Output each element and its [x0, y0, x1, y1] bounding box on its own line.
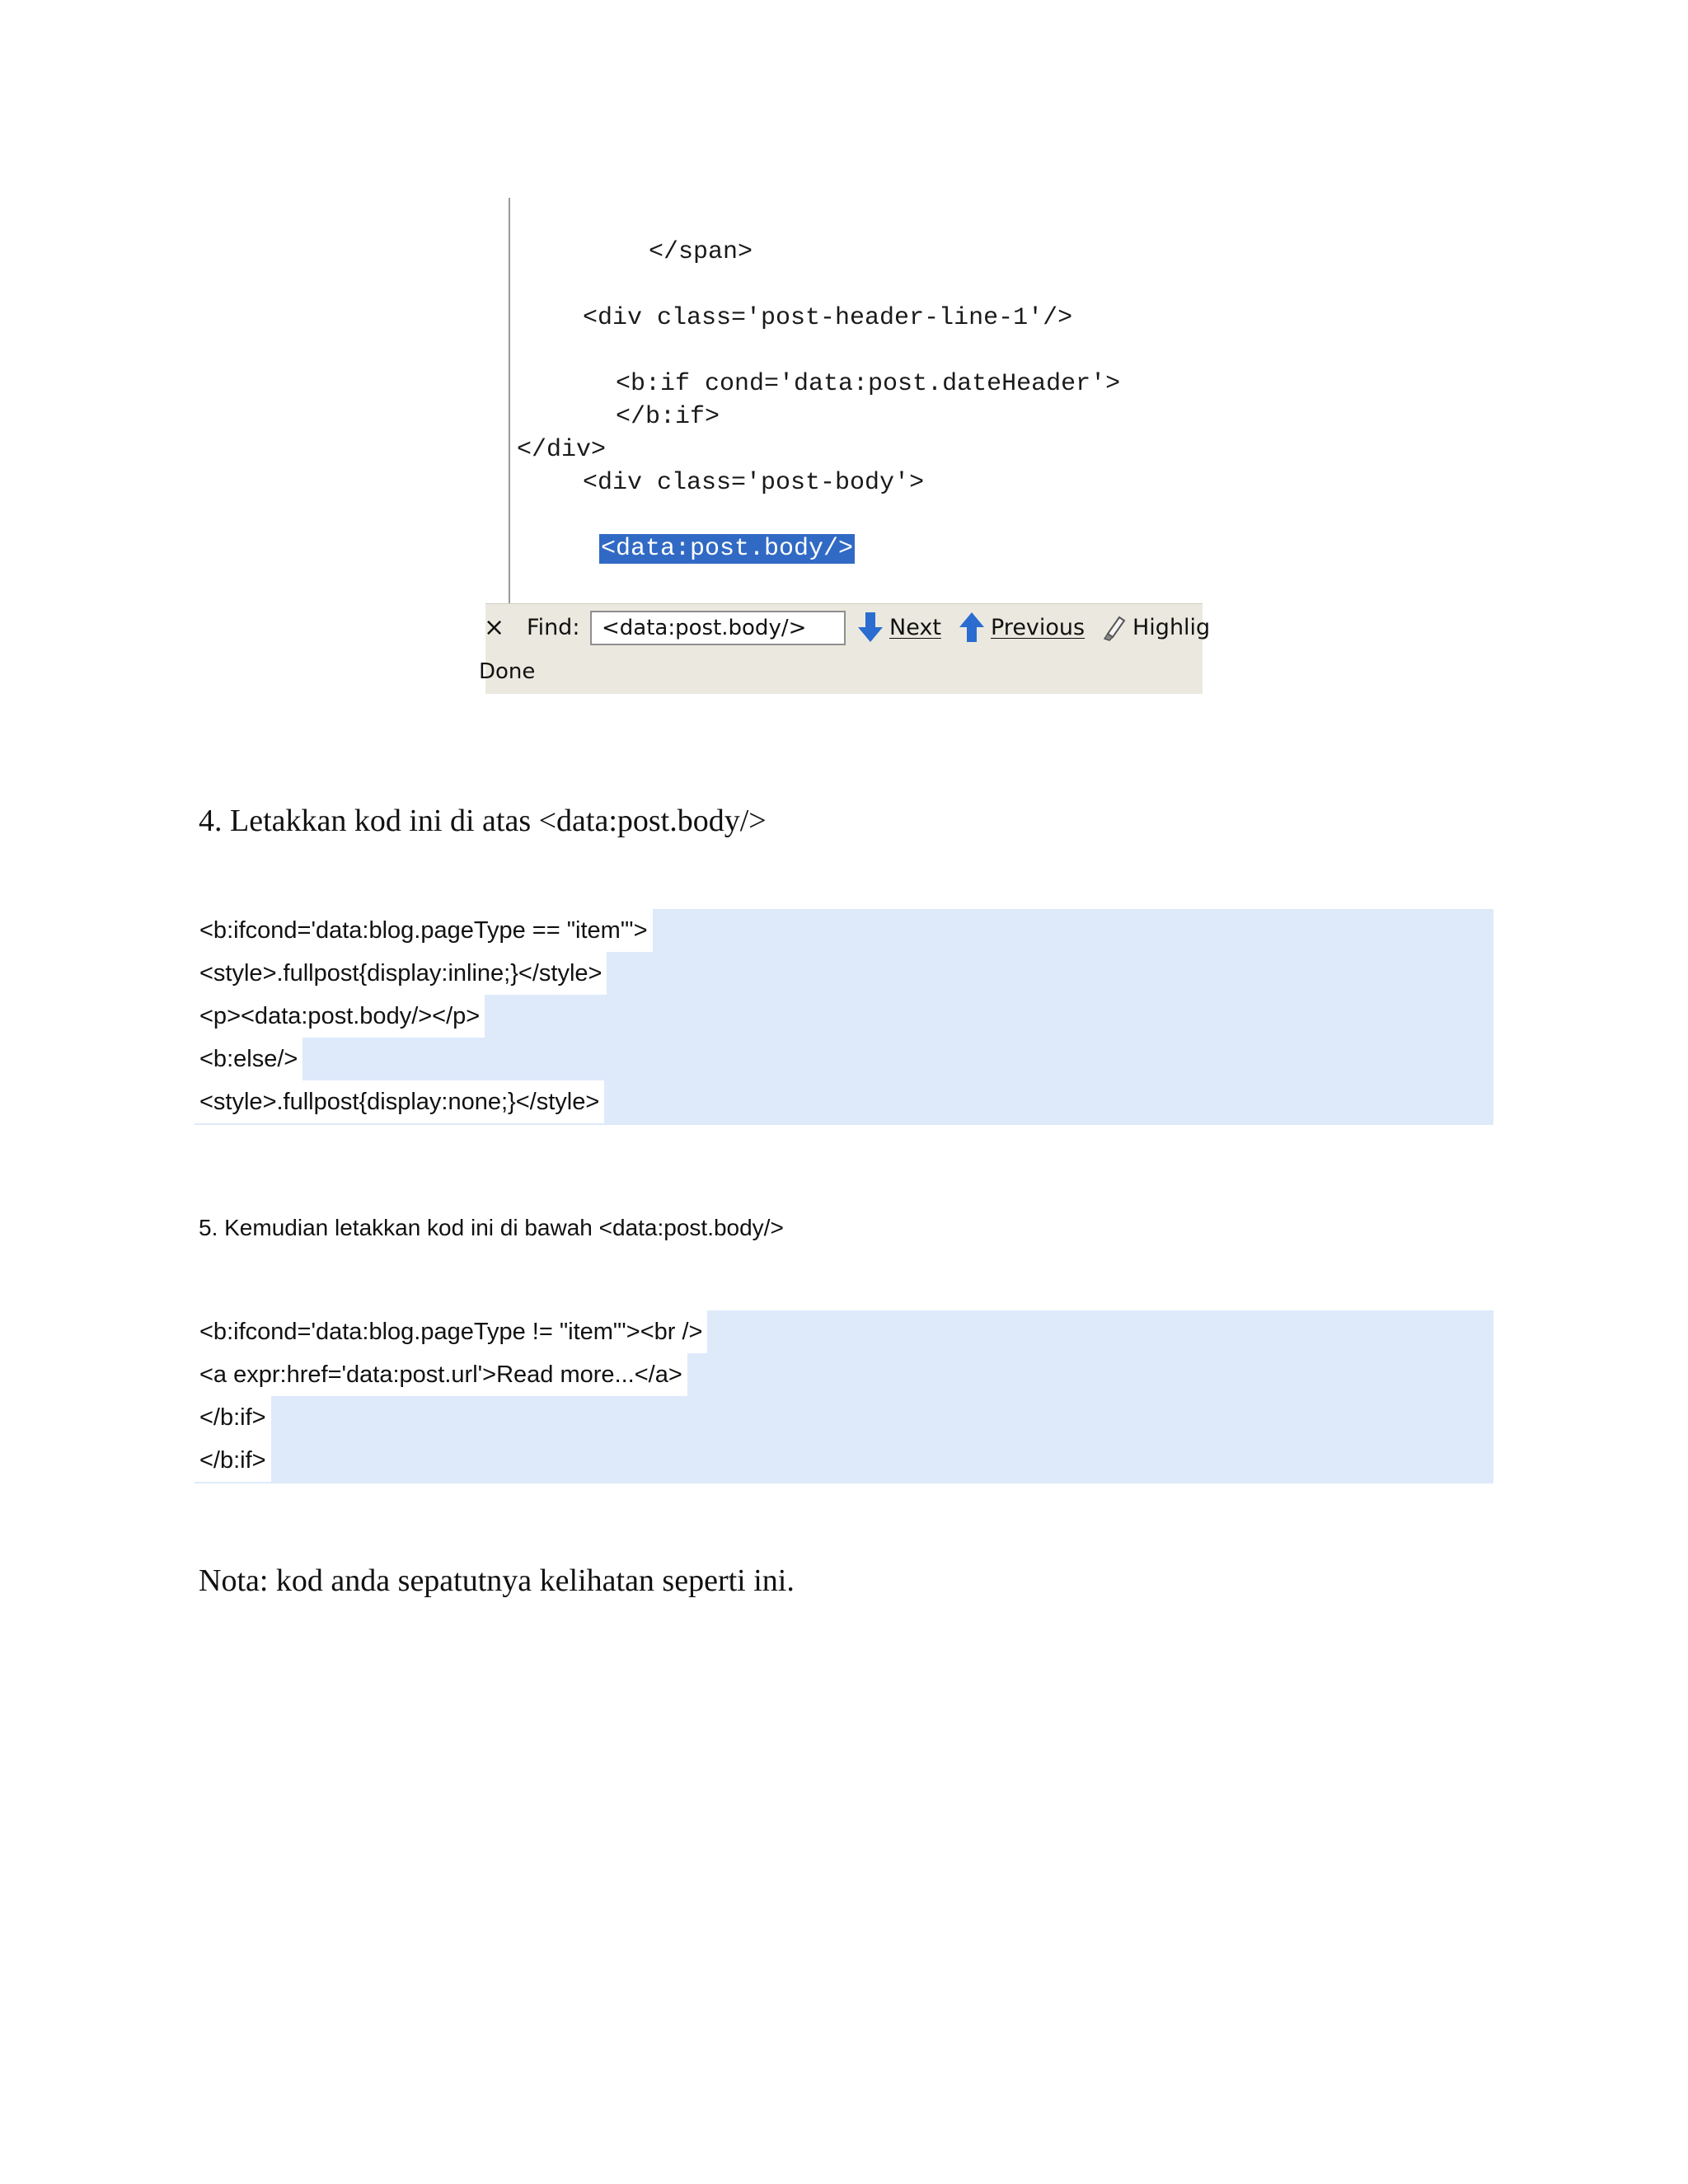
step-4-code-line: <b:else/>: [195, 1038, 302, 1080]
step-5-code-line: <b:ifcond='data:blog.pageType != "item"'><br />: [195, 1310, 707, 1353]
find-previous-button[interactable]: [958, 604, 1085, 650]
step-4-code-line: <style>.fullpost{display:none;}</style>: [195, 1080, 604, 1123]
step-4-code-line: <b:ifcond='data:blog.pageType == "item"'>: [195, 909, 653, 952]
code-line-bif-close: </b:if>: [616, 403, 720, 431]
step-5-code-line: </b:if>: [195, 1396, 271, 1439]
code-line-span-close: </span>: [649, 238, 753, 266]
code-screenshot: [479, 198, 1211, 694]
step-5-code-line: <a expr:href='data:post.url'>Read more...</a>: [195, 1353, 687, 1396]
status-bar: [479, 649, 1203, 694]
step-4-code-line: <style>.fullpost{display:inline;}</style>: [195, 952, 607, 995]
code-line-bif-open: <b:if cond='data:post.dateHeader'>: [616, 370, 1121, 398]
find-previous-label: Previous: [991, 614, 1085, 640]
step-4-code-block: [195, 909, 1493, 1125]
step-4-instruction: 4. Letakkan kod ini di atas <data:post.body/>: [199, 804, 767, 838]
highlight-all-label: Highlig: [1132, 614, 1211, 640]
close-find-bar-button[interactable]: ×: [484, 612, 505, 642]
arrow-up-icon: [958, 611, 986, 644]
step-4-code-line: <p><data:post.body/></p>: [195, 995, 485, 1038]
step-5-code-line: </b:if>: [195, 1439, 271, 1482]
find-next-label: Next: [889, 614, 941, 640]
find-label: Find:: [527, 614, 580, 640]
editor-gutter-line: [509, 198, 510, 603]
step-5-code-block: [195, 1310, 1493, 1483]
note-text: Nota: kod anda sepatutnya kelihatan seperti ini.: [199, 1563, 795, 1598]
code-line-div-close: </div>: [517, 436, 607, 464]
find-next-button[interactable]: [856, 604, 941, 650]
highlight-all-button[interactable]: [1101, 604, 1210, 650]
status-text: Done: [479, 659, 536, 684]
find-bar: [484, 603, 1211, 650]
code-line-selected-body[interactable]: <data:post.body/>: [601, 535, 854, 563]
find-input[interactable]: <data:post.body/>: [590, 611, 846, 645]
step-5-instruction: 5. Kemudian letakkan kod ini di bawah <data:post.body/>: [199, 1215, 784, 1240]
highlighter-icon: [1101, 612, 1128, 642]
code-line-post-body: <div class='post-body'>: [583, 469, 925, 497]
arrow-down-icon: [856, 611, 884, 644]
code-line-post-header: <div class='post-header-line-1'/>: [583, 304, 1073, 332]
